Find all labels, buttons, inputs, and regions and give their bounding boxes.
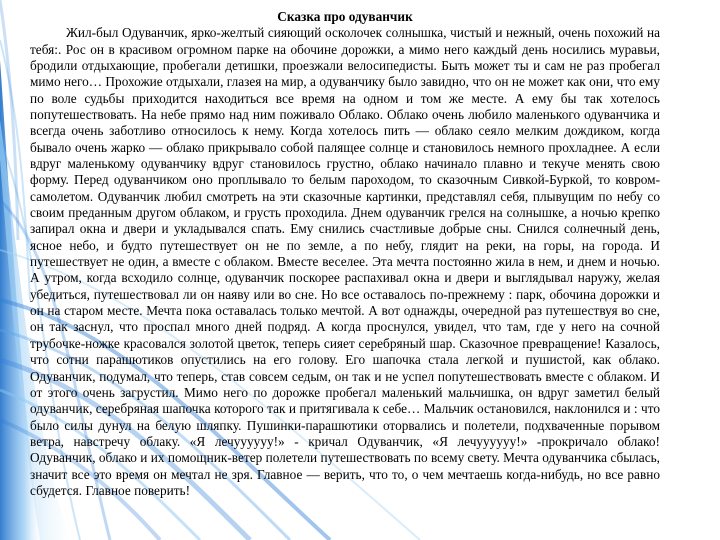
slide-content (30, 9, 660, 499)
slide-title: Сказка про одуванчик (277, 9, 413, 24)
story-text: Жил-был Одуванчик, ярко-желтый сияющий осколочек солнышка, чистый и нежный, очень похожий на тебя:. Рос он в красивом огромном парке на обочине дорожки, а мимо него каждый день носились муравьи, бродили отдыхающие, пробегали детишки, проезжали велосипедисты. Быть может ты и сам не раз пробегал мимо него… Прохожие отдыхали, глазея на мир, а одуванчику было завидно, что он не может как они, что ему по воле судьбы приходится находиться все время на одном и том же месте. А ему бы так хотелось попутешествовать. На небе прямо над ним поживало Облако. Облако очень любило маленького одуванчика и всегда очень заботливо относилось к нему. Когда хотелось пить — облако сеяло мелким дождиком, когда бывало очень жарко — облако прикрывало собой палящее солнце и становилось немного прохладнее. А если вдруг маленькому одуванчику вдруг становилось грустно, облако начинало плавно и текуче менять свою форму. Перед одуванчиком оно проплывало то белым пароходом, то сказочным Сивкой-Буркой, то ковром-самолетом. Одуванчик любил смотреть на эти сказочные картинки, представлял себя, плывущим по небу со своим преданным другом облаком, и грусть проходила. Днем одуванчик грелся на солнышке, а ночью крепко запирал окна и двери и укладывался спать. Ему снились счастливые добрые сны. Снился солнечный день, ясное небо, и будто путешествует он не по земле, а по небу, глядит на реки, на горы, на города. И путешествует не один, а вместе с облаком. Вместе веселее. Эта мечта постоянно жила в нем, и днем и ночью. А утром, когда всходило солнце, одуванчик поскорее распахивал окна и двери и выглядывал наружу, желая убедиться, путешествовал ли он наяву или во сне. Но все оставалось по-прежнему : парк, обочина дорожки и он на старом месте. Мечта пока оставалась только мечтой. А вот однажды, очередной раз путешествуя во сне, он так заснул, что проспал много дней подряд. А когда проснулся, увидел, что там, где у него на сочной трубочке-ножке красовался золотой цветок, теперь сияет серебряный шар. Сказочное превращение! Казалось, что сотни парашютиков опустились на его голову. Его шапочка стала легкой и пушистой, как облако. Одуванчик, подумал, что теперь, став совсем седым, он так и не успел попутешествовать вместе с облаком. И от этого очень загрустил. Мимо него по дорожке пробегал маленький мальчишка, он вдруг заметил белый одуванчик, серебряная шапочка которого так и притягивала к себе… Мальчик остановился, наклонился и : что было силы дунул на белую шляпку. Пушинки-парашютики оторвались и полетели, подхваченные порывом ветра, навстречу облаку. «Я лечуууууу!» - кричал Одуванчик, «Я лечуууууу!» -прокричало облако! Одуванчик, облако и их помощник-ветер полетели путешествовать по всему свету. Мечта одуванчика сбылась, значит все это время он мечтал не зря. Главное — верить, что то, о чем мечтаешь когда-нибудь, но все равно сбудется. Главное поверить! (30, 25, 660, 498)
